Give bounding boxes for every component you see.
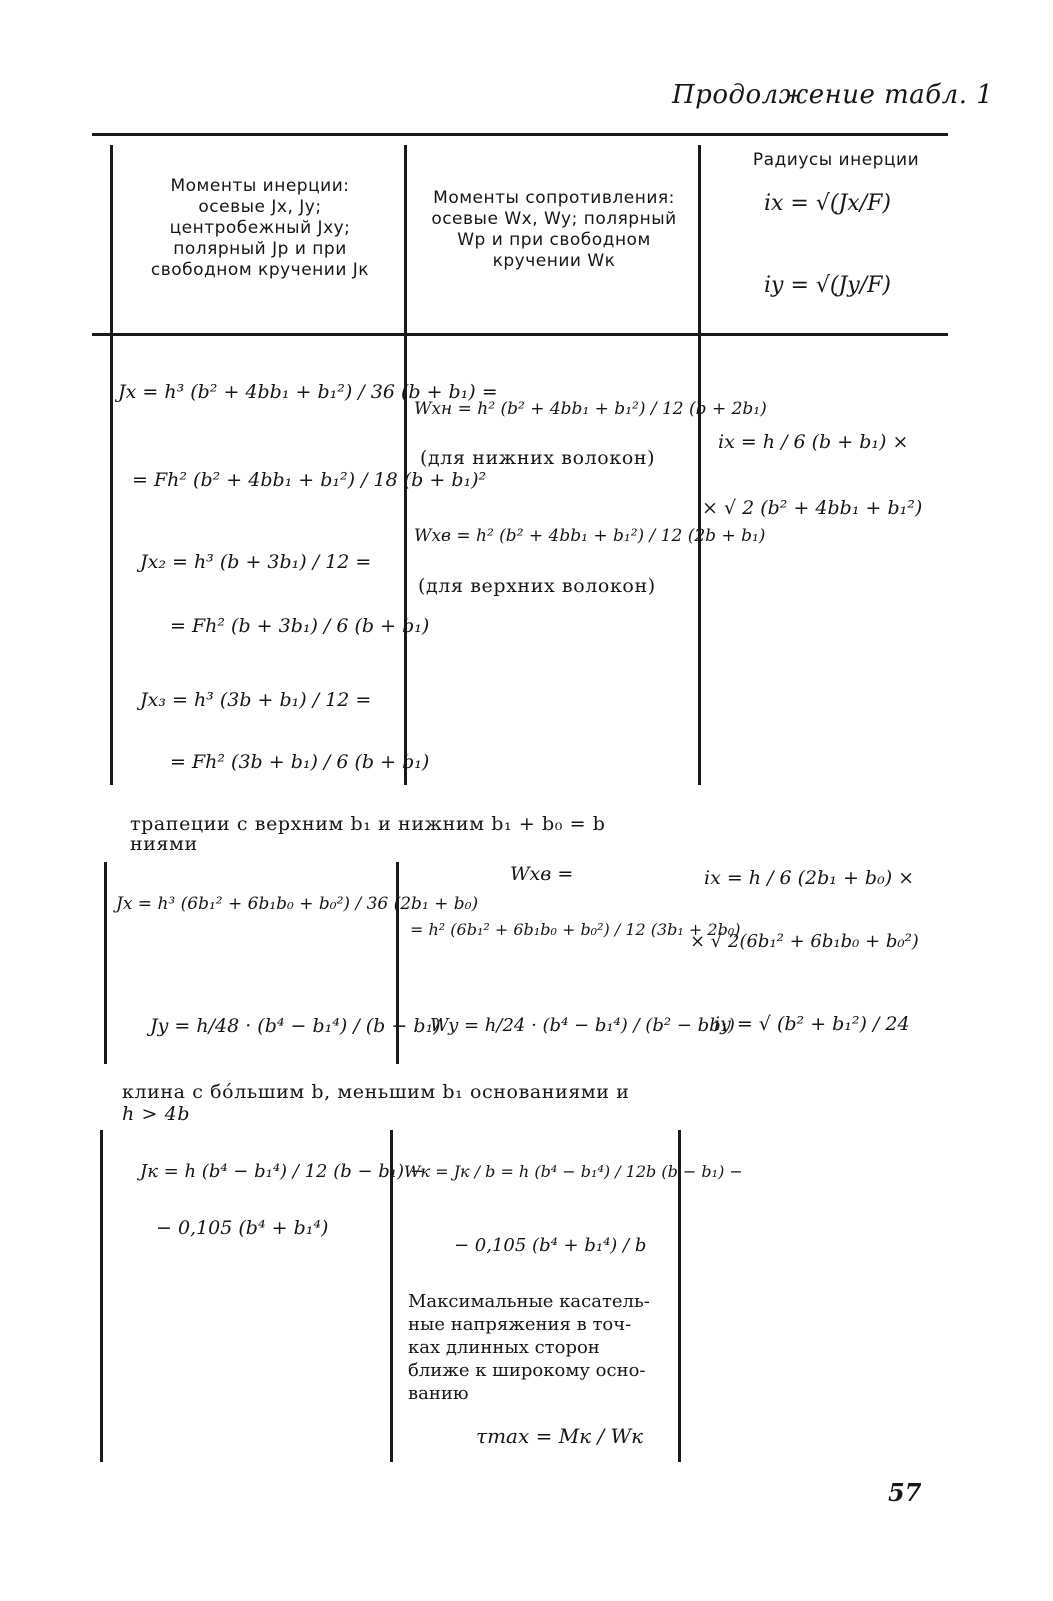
col-rule-right-1: [698, 145, 701, 785]
s2-caption-line1: трапеции с верхним b₁ и нижним b₁ + b₀ = b: [130, 813, 606, 835]
s2-caption-line2: ниями: [130, 833, 198, 855]
s1-col1-line4: = Fh² (b + 3b₁) / 6 (b + b₁): [170, 615, 430, 637]
s1-col1-line3: Jx₂ = h³ (b + 3b₁) / 12 =: [140, 551, 372, 573]
s2-col1-line2: Jy = h/48 · (b⁴ − b₁⁴) / (b − b₁): [150, 1015, 441, 1037]
s2-col3-line3: iy = √ (b² + b₁²) / 24: [714, 1013, 910, 1035]
s1-col1-line6: = Fh² (3b + b₁) / 6 (b + b₁): [170, 751, 430, 773]
header-col3-iy: iy = √(Jy/F): [764, 273, 891, 298]
s3-caption-line1: клина с бóльшим b, меньшим b₁ основаниями и: [122, 1081, 630, 1103]
s2-col2-line2: = h² (6b₁² + 6b₁b₀ + b₀²) / 12 (3b₁ + 2b₀): [410, 920, 741, 939]
s1-col2-line1: Wxн = h² (b² + 4bb₁ + b₁²) / 12 (b + 2b₁): [414, 399, 767, 419]
s1-col1-line2: = Fh² (b² + 4bb₁ + b₁²) / 18 (b + b₁)²: [132, 469, 487, 491]
s1-col3-line1: ix = h / 6 (b + b₁) ×: [718, 431, 909, 453]
s1-col2-line2: (для нижних волокон): [420, 447, 656, 469]
s2-col3-line2: × √ 2(6b₁² + 6b₁b₀ + b₀²): [690, 931, 919, 952]
table-top-rule: [92, 133, 948, 136]
s1-col2-line3: Wxв = h² (b² + 4bb₁ + b₁²) / 12 (2b + b₁): [414, 526, 766, 546]
s1-col1-line5: Jx₃ = h³ (3b + b₁) / 12 =: [140, 689, 372, 711]
s1-col3-line2: × √ 2 (b² + 4bb₁ + b₁²): [702, 497, 923, 519]
s3-col2-note: Максимальные касатель- ные напряжения в точ- ках длинных сторон ближе к широкому осно- ванию: [408, 1291, 650, 1404]
s2-col3-line1: ix = h / 6 (2b₁ + b₀) ×: [704, 867, 915, 889]
header-col3-ix: ix = √(Jx/F): [764, 191, 891, 216]
header-col2: Моменты сопротивления: осевые Wx, Wy; полярный Wp и при свободном кручении Wк: [431, 188, 677, 271]
col-rule-left-2: [104, 862, 107, 1064]
s3-col1-line2: − 0,105 (b⁴ + b₁⁴): [156, 1217, 329, 1239]
s2-col2-line3: Wy = h/24 · (b⁴ − b₁⁴) / (b² − bb₁): [430, 1015, 735, 1036]
col-rule-left-3: [100, 1130, 103, 1462]
s3-caption-line2: h > 4b: [122, 1103, 191, 1125]
s3-col2-line1: Wк = Jк / b = h (b⁴ − b₁⁴) / 12b (b − b₁) −: [404, 1162, 743, 1181]
s3-col1-line1: Jк = h (b⁴ − b₁⁴) / 12 (b − b₁) −: [140, 1161, 425, 1182]
s1-col2-line4: (для верхних волокон): [418, 575, 656, 597]
col-rule-left-1: [110, 145, 113, 785]
header-col3-title: Радиусы инерции: [752, 150, 920, 170]
s1-col1-line1: Jx = h³ (b² + 4bb₁ + b₁²) / 36 (b + b₁) =: [118, 381, 498, 403]
header-bottom-rule: [92, 333, 948, 336]
s3-col2-tau: τmax = Mк / Wк: [476, 1424, 644, 1448]
page-number: 57: [888, 1478, 922, 1507]
col-rule-mid-1: [404, 145, 407, 785]
running-head: Продолжение табл. 1: [672, 80, 994, 110]
s3-col2-line2: − 0,105 (b⁴ + b₁⁴) / b: [454, 1235, 647, 1256]
header-col1: Моменты инерции: осевые Jx, Jy; центробежный Jxy; полярный Jp и при свободном кручении Jк: [150, 176, 370, 280]
s2-col2-line1: Wxв =: [510, 863, 574, 885]
s2-col1-line1: Jx = h³ (6b₁² + 6b₁b₀ + b₀²) / 36 (2b₁ + b₀): [116, 894, 479, 914]
